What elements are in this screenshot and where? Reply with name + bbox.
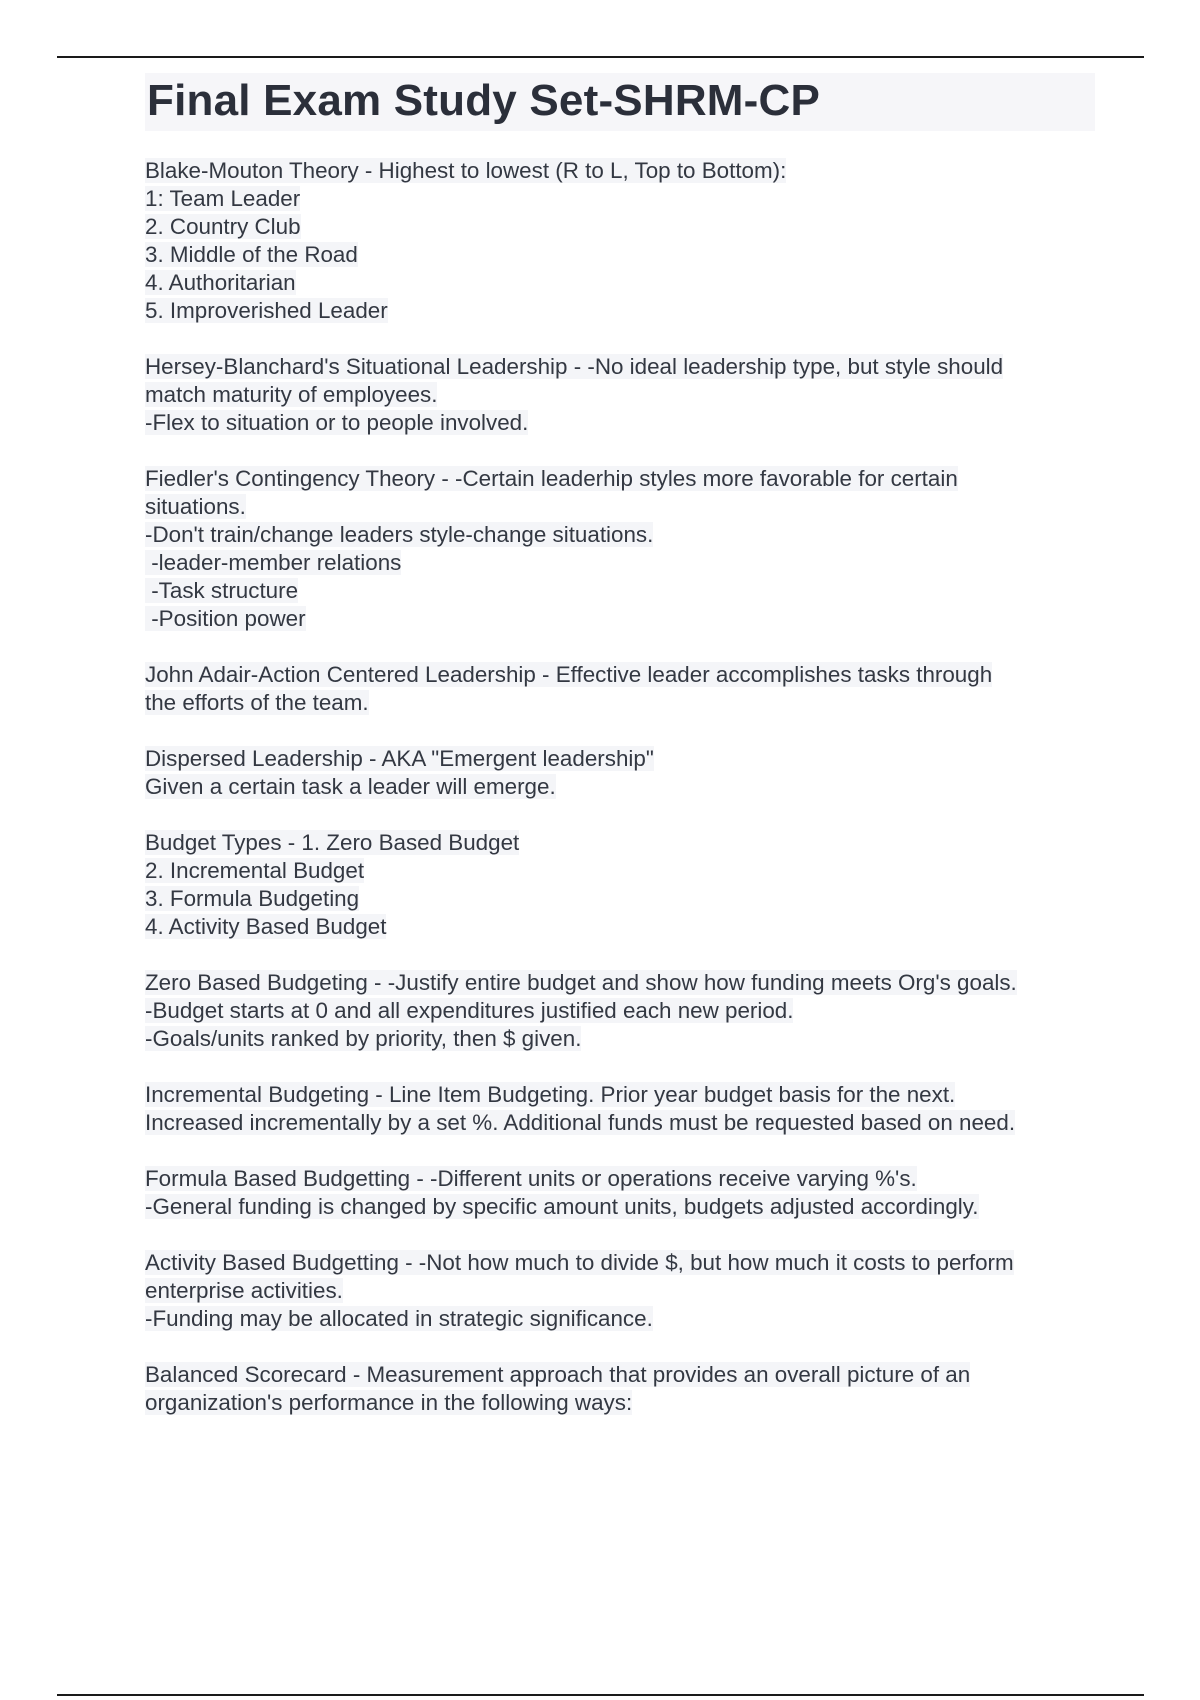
- card-line: enterprise activities.: [145, 1278, 343, 1303]
- flashcard-formula-budgeting: [145, 1165, 1095, 1221]
- card-line: situations.: [145, 494, 246, 519]
- card-line: Activity Based Budgetting - -Not how much to divide $, but how much it costs to perform: [145, 1250, 1014, 1275]
- flashcard-zero-based-budgeting: [145, 969, 1095, 1053]
- flashcard-fiedler: [145, 465, 1095, 633]
- flashcard-hersey-blanchard: [145, 353, 1095, 437]
- card-line: 1: Team Leader: [145, 186, 301, 211]
- card-line: -Task structure: [145, 578, 299, 603]
- card-line: Dispersed Leadership - AKA "Emergent leadership": [145, 746, 654, 771]
- card-line: -Don't train/change leaders style-change situations.: [145, 522, 654, 547]
- card-line: match maturity of employees.: [145, 382, 438, 407]
- flashcard-balanced-scorecard: [145, 1361, 1095, 1417]
- flashcard-activity-based-budgeting: [145, 1249, 1095, 1333]
- card-line: -Position power: [145, 606, 306, 631]
- flashcard-budget-types: [145, 829, 1095, 941]
- card-line: 2. Country Club: [145, 214, 301, 239]
- card-line: 5. Improverished Leader: [145, 298, 388, 323]
- flashcard-john-adair: [145, 661, 1095, 717]
- card-line: -Funding may be allocated in strategic significance.: [145, 1306, 653, 1331]
- flashcard-incremental-budgeting: [145, 1081, 1095, 1137]
- flashcard-blake-mouton: [145, 157, 1095, 325]
- flashcard-dispersed-leadership: [145, 745, 1095, 801]
- card-line: John Adair-Action Centered Leadership - Effective leader accomplishes tasks through: [145, 662, 993, 687]
- card-line: Hersey-Blanchard's Situational Leadership - -No ideal leadership type, but style should: [145, 354, 1004, 379]
- card-line: -leader-member relations: [145, 550, 402, 575]
- card-line: 3. Middle of the Road: [145, 242, 358, 267]
- card-line: -Flex to situation or to people involved.: [145, 410, 529, 435]
- card-line: Formula Based Budgetting - -Different units or operations receive varying %'s.: [145, 1166, 917, 1191]
- flashcard-list: [145, 157, 1095, 1417]
- card-line: -General funding is changed by specific amount units, budgets adjusted accordingly.: [145, 1194, 979, 1219]
- card-line: Incremental Budgeting - Line Item Budgeting. Prior year budget basis for the next.: [145, 1082, 956, 1107]
- card-line: Balanced Scorecard - Measurement approach that provides an overall picture of an: [145, 1362, 971, 1387]
- card-line: 2. Incremental Budget: [145, 858, 365, 883]
- card-line: Zero Based Budgeting - -Justify entire budget and show how funding meets Org's goals.: [145, 970, 1017, 995]
- card-line: Budget Types - 1. Zero Based Budget: [145, 830, 520, 855]
- bottom-divider: [57, 1694, 1144, 1696]
- document-title: Final Exam Study Set-SHRM-CP: [145, 73, 1095, 131]
- card-line: 3. Formula Budgeting: [145, 886, 360, 911]
- card-line: 4. Activity Based Budget: [145, 914, 387, 939]
- card-line: Given a certain task a leader will emerge.: [145, 774, 556, 799]
- card-line: the efforts of the team.: [145, 690, 369, 715]
- card-line: Blake-Mouton Theory - Highest to lowest (R to L, Top to Bottom):: [145, 158, 787, 183]
- card-line: -Budget starts at 0 and all expenditures justified each new period.: [145, 998, 794, 1023]
- top-divider: [57, 56, 1144, 58]
- card-line: 4. Authoritarian: [145, 270, 296, 295]
- card-line: -Goals/units ranked by priority, then $ given.: [145, 1026, 582, 1051]
- document-body: [145, 73, 1095, 1445]
- card-line: Increased incrementally by a set %. Additional funds must be requested based on need.: [145, 1110, 1016, 1135]
- card-line: Fiedler's Contingency Theory - -Certain leaderhip styles more favorable for certain: [145, 466, 958, 491]
- card-line: organization's performance in the following ways:: [145, 1390, 633, 1415]
